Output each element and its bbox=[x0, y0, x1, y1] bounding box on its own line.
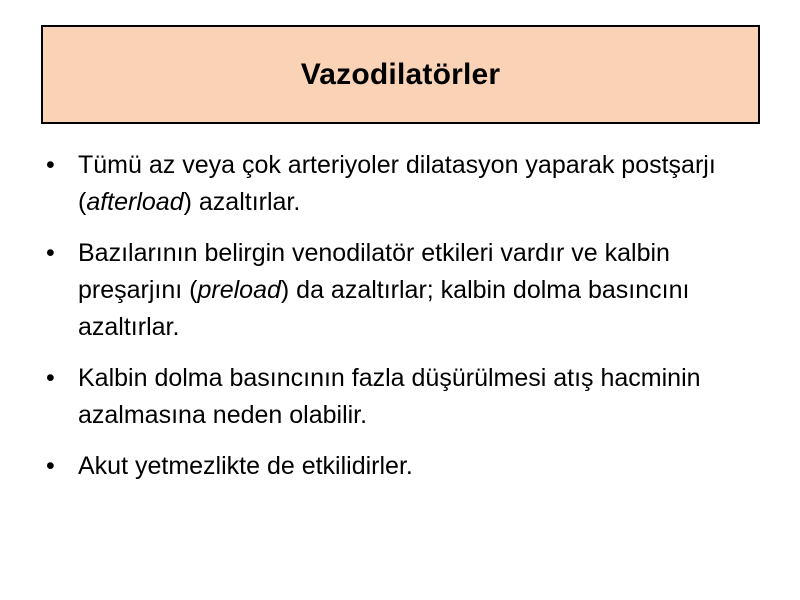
bullet-item bbox=[46, 448, 756, 485]
bullet-dot: • bbox=[46, 151, 55, 179]
bullet-item bbox=[46, 235, 756, 346]
bullet-text-1a: Tümü az veya çok arteriyoler dilatasyon yaparak postşarjı ( bbox=[78, 151, 716, 216]
bullet-text-1b: afterload bbox=[86, 188, 184, 216]
bullet-list bbox=[46, 147, 756, 499]
bullet-text-2c: ) da azaltırlar; kalbin dolma basıncını azaltırlar. bbox=[78, 276, 690, 341]
bullet-text-1c: ) azaltırlar. bbox=[183, 188, 301, 216]
slide-title: Vazodilatörler bbox=[300, 57, 501, 91]
bullet-text-4a: Akut yetmezlikte de etkilidirler. bbox=[78, 452, 413, 480]
title-box bbox=[41, 25, 760, 124]
bullet-text-3a: Kalbin dolma basıncının fazla düşürülmesi atış hacminin azalmasına neden olabilir. bbox=[78, 364, 701, 429]
bullet-dot: • bbox=[46, 364, 55, 392]
bullet-text-2a: Bazılarının belirgin venodilatör etkileri vardır ve kalbin preşarjını ( bbox=[78, 239, 670, 304]
bullet-dot: • bbox=[46, 239, 55, 267]
bullet-item bbox=[46, 360, 756, 434]
bullet-item bbox=[46, 147, 756, 221]
bullet-text-2b: preload bbox=[197, 276, 281, 304]
bullet-dot: • bbox=[46, 452, 55, 480]
